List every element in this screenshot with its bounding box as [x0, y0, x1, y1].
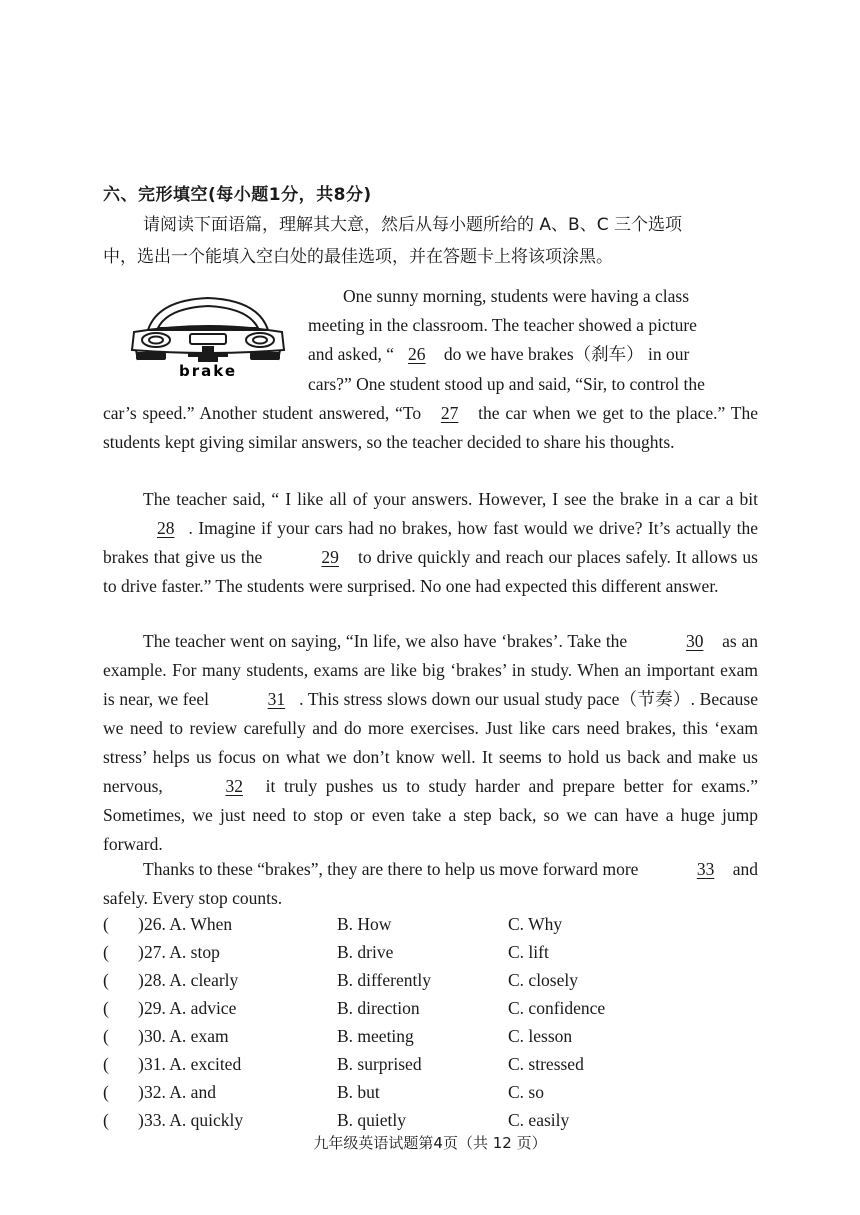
instruction-line-1: 请阅读下面语篇，理解其大意，然后从每小题所给的 A、B、C 三个选项 — [143, 215, 682, 235]
blank-31: 31 — [267, 689, 286, 709]
passage-text: the car when we get to the place.” The students kept giving similar answers, so the teacher decided to share his thoughts. — [103, 403, 758, 452]
question-row-27 — [103, 938, 758, 966]
blank-29: 29 — [321, 547, 339, 567]
answer-paren-close: ) — [138, 1054, 144, 1074]
answer-paren-open: ( — [103, 998, 109, 1018]
option-a: 31. A. excited — [144, 1054, 242, 1074]
answer-paren-open: ( — [103, 1026, 109, 1046]
option-b: B. but — [337, 1082, 380, 1102]
question-row-30 — [103, 1022, 758, 1050]
blank-32: 32 — [225, 776, 243, 796]
question-row-26 — [103, 910, 758, 938]
passage-text: and asked, “ — [308, 344, 395, 364]
blank-27: 27 — [440, 403, 459, 423]
passage-text: do we have brakes（刹车） in our — [439, 344, 690, 364]
answer-paren-open: ( — [103, 1054, 109, 1074]
option-a: 27. A. stop — [144, 942, 220, 962]
passage-text: it truly pushes us to study harder and prepare better for exams.” Sometimes, we just need to stop or even take a step back, so we can have a huge jump forward. — [103, 776, 759, 854]
blank-33: 33 — [696, 859, 715, 879]
option-a: 26. A. When — [144, 914, 233, 934]
option-b: B. drive — [337, 942, 394, 962]
passage-paragraph-3 — [103, 627, 758, 859]
option-b: B. direction — [337, 998, 420, 1018]
option-c: C. closely — [508, 970, 578, 990]
passage-text: and safely. Every stop counts. — [103, 859, 758, 908]
option-a: 30. A. exam — [144, 1026, 229, 1046]
option-b: B. differently — [337, 970, 431, 990]
option-a: 29. A. advice — [144, 998, 237, 1018]
answer-paren-close: ) — [138, 970, 144, 990]
option-b: B. meeting — [337, 1026, 414, 1046]
answer-paren-open: ( — [103, 914, 109, 934]
question-row-31 — [103, 1050, 758, 1078]
option-c: C. easily — [508, 1110, 570, 1130]
answer-paren-close: ) — [138, 942, 144, 962]
answer-paren-close: ) — [138, 1026, 144, 1046]
passage-paragraph-1-end — [103, 399, 758, 457]
blank-28: 28 — [157, 518, 175, 538]
passage-text: The teacher went on saying, “In life, we also have ‘brakes’. Take the — [143, 631, 632, 651]
option-b: B. How — [337, 914, 392, 934]
passage-paragraph-2 — [103, 485, 758, 601]
figure-label: brake — [178, 362, 238, 380]
passage-text: . Imagine if your cars had no brakes, how fast would we drive? It’s actually the brakes that give us the — [103, 518, 758, 567]
blank-26: 26 — [408, 344, 426, 364]
page-footer: 九年级英语试题第4页（共 12 页） — [313, 1134, 547, 1152]
answer-paren-open: ( — [103, 1110, 109, 1130]
answer-paren-open: ( — [103, 1082, 109, 1102]
option-b: B. surprised — [337, 1054, 422, 1074]
instruction-line-2: 中，选出一个能填入空白处的最佳选项，并在答题卡上将该项涂黑。 — [103, 247, 613, 267]
answer-paren-close: ) — [138, 1110, 144, 1130]
option-c: C. stressed — [508, 1054, 584, 1074]
passage-text: . This stress slows down our usual study pace（节奏）. Because we need to review carefully and do more exercises. Just like cars need brakes, this ‘exam stress’ helps us focus on what we don’t know well. It seems to hold us back and make us nervous, — [103, 689, 758, 796]
passage-line: cars?” One student stood up and said, “Sir, to control the — [308, 374, 705, 394]
option-c: C. confidence — [508, 998, 606, 1018]
passage-line: meeting in the classroom. The teacher showed a picture — [308, 315, 697, 335]
passage-text: to drive quickly and reach our places safely. It allows us to drive faster.” The students were surprised. No one had expected this different answer. — [103, 547, 758, 596]
option-a: 33. A. quickly — [144, 1110, 244, 1130]
passage-text: as an example. For many students, exams are like big ‘brakes’ in study. When an important exam is near, we feel — [103, 631, 758, 709]
option-c: C. Why — [508, 914, 563, 934]
passage-line — [308, 340, 758, 369]
option-a: 32. A. and — [144, 1082, 216, 1102]
option-b: B. quietly — [337, 1110, 407, 1130]
car-brake-illustration — [128, 290, 288, 380]
passage-text: car’s speed.” Another student answered, “To — [103, 403, 427, 423]
passage-text: One sunny morning, students were having a class — [343, 286, 690, 306]
passage-text: Thanks to these “brakes”, they are there to help us move forward more — [143, 859, 643, 879]
answer-paren-open: ( — [103, 970, 109, 990]
option-c: C. lesson — [508, 1026, 573, 1046]
answer-paren-open: ( — [103, 942, 109, 962]
passage-paragraph-4 — [103, 855, 758, 913]
question-row-32 — [103, 1078, 758, 1106]
section-title: 六、完形填空(每小题1分，共8分) — [103, 185, 372, 205]
passage-text: The teacher said, “ I like all of your answers. However, I see the brake in a car a bit — [143, 489, 758, 509]
question-row-29 — [103, 994, 758, 1022]
question-row-33 — [103, 1106, 758, 1134]
option-a: 28. A. clearly — [144, 970, 239, 990]
option-c: C. lift — [508, 942, 549, 962]
blank-30: 30 — [685, 631, 704, 651]
option-c: C. so — [508, 1082, 544, 1102]
answer-paren-close: ) — [138, 998, 144, 1018]
answer-paren-close: ) — [138, 1082, 144, 1102]
question-row-28 — [103, 966, 758, 994]
answer-paren-close: ) — [138, 914, 144, 934]
passage-line — [308, 282, 758, 311]
